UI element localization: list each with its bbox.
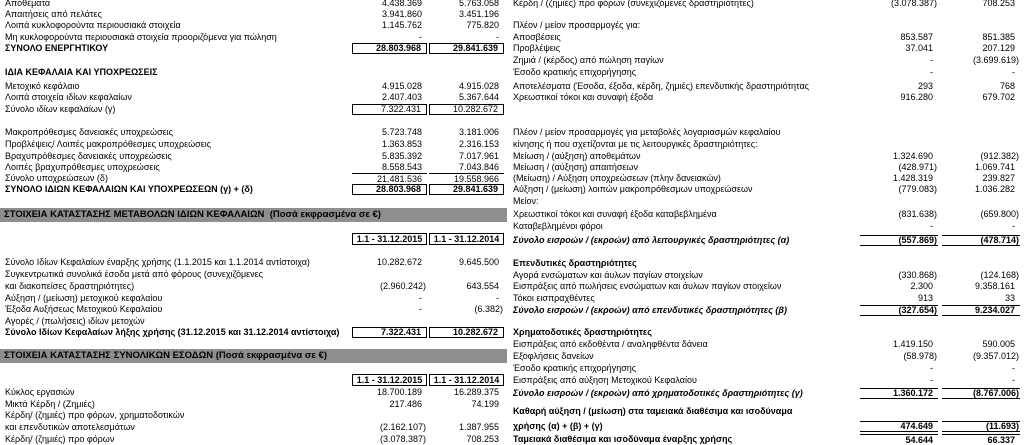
row-label: Αποσβέσεις [513,32,561,42]
statement-row [508,184,1024,195]
period-header-prior: 1.1 - 31.12.2014 [429,374,504,386]
statement-row [0,399,508,410]
value-current-year: 1.363.853 [381,139,422,149]
value-prior-year: 4.915.028 [458,81,499,91]
statement-row [0,422,508,433]
value-prior-year: 7.017.961 [458,151,499,161]
statement-row [0,162,508,173]
right-column-cash-flows [508,0,1024,445]
row-label: Σύνολο Ιδίων Κεφαλαίων λήξης χρήσης (31.12.2015 και 31.12.2014 αντίστοιχα) [5,327,340,337]
value-prior-year: (8.767.006) [942,388,1020,399]
value-current-year: (557.869) [860,235,938,246]
value-prior-year: 3.451.196 [458,9,499,19]
value-prior-year: 207.129 [982,43,1015,53]
value-current-year: 293 [917,81,933,91]
value-prior-year: - [1012,67,1015,77]
row-label: Βραχυπρόθεσμες δανειακές υποχρεώσεις [5,151,172,161]
row-label: και επενδυτικών αποτελεσμάτων [5,422,135,432]
statement-row [508,0,1024,9]
value-current-year: (2.162.107) [379,422,426,432]
statement-row [0,316,508,327]
statement-row [508,375,1024,386]
statement-row [508,421,1024,432]
row-label: Εισπράξεις από πωλήσεις ενσώματων και άυλων παγίων στοιχείων [513,281,782,291]
value-prior-year: - [1012,221,1015,231]
value-prior-year: 5.367.644 [458,92,499,102]
statement-row [508,32,1024,43]
statement-row [0,32,508,43]
value-current-year: 1.428.319 [892,173,933,183]
value-prior-year: 239.827 [982,173,1015,183]
row-label: Σύνολο υποχρεώσεων (δ) [5,173,108,183]
row-label: Απαιτήσεις από πελάτες [5,9,102,19]
value-prior-year: (3.699.619) [972,55,1019,65]
statement-row [0,43,508,54]
statement-row [0,269,508,280]
value-prior-year: 643.554 [466,281,499,291]
row-label: (Μείωση) / Αύξηση υποχρεώσεων (πλην δανειακών) [513,173,721,183]
statement-row [508,293,1024,304]
row-label: Σύνολο εισροών / (εκροών) από χρηματοδοτικές δραστηριότητες (γ) [513,388,803,398]
row-label: Πλέον / μείον προσαρμογές για: [513,20,641,30]
value-current-year: 1.324.690 [892,151,933,161]
statement-row [0,184,508,195]
value-prior-year: 33 [1004,293,1015,303]
value-prior-year: (6.382) [474,304,503,314]
statement-row [508,258,1024,269]
statement-row [0,304,508,315]
statement-row [508,305,1024,316]
statement-row [0,434,508,445]
row-label: Εισπράξεις από αύξηση Μετοχικού Κεφαλαίου [513,375,697,385]
row-label: Χρεωστικοί τόκοι και συναφή έξοδα [513,92,654,102]
statement-row [508,388,1024,399]
row-label: Σύνολο Ιδίων Κεφαλαίων έναρξης χρήσης (1.1.2015 και 1.1.2014 αντίστοιχα) [5,257,310,267]
value-prior-year: (11.693) [942,421,1020,432]
row-label: Λοιπά στοιχεία ιδίων κεφαλαίων [5,92,132,102]
value-prior-year: (912.382) [980,151,1019,161]
row-label: Μείον: [513,196,539,206]
row-label: και διακοπείσες δραστηριότητες) [5,281,135,291]
value-prior-year: 9.358.161 [974,281,1015,291]
value-prior-year: (478.714) [942,235,1020,246]
statement-row [0,20,508,31]
row-label: ΣΥΝΟΛΟ ΙΔΙΩΝ ΚΕΦΑΛΑΙΩΝ ΚΑΙ ΥΠΟΧΡΕΩΣΕΩΝ (γ) + (δ) [5,184,253,194]
value-current-year: (330.868) [898,270,937,280]
row-label: Μακροπρόθεσμες δανειακές υποχρεώσεις [5,127,173,137]
value-current-year: 5.723.748 [381,127,422,137]
value-current-year: 37.041 [905,43,933,53]
value-current-year: (58.978) [903,351,937,361]
value-prior-year: (9.357.012) [972,351,1019,361]
row-label: χρήσης (α) + (β) + (γ) [513,421,603,431]
statement-row [508,351,1024,362]
statement-row [508,43,1024,54]
row-label: Αύξηση / (μείωση) μετοχικού κεφαλαίου [5,293,163,303]
value-current-year: 913 [917,293,933,303]
statement-row [0,281,508,292]
value-prior-year: 29.841.639 [429,43,504,54]
row-label: Καθαρή αύξηση / (μείωση) στα ταμειακά διαθέσιμα και ισοδύναμα [513,406,793,416]
value-current-year: 4.915.028 [381,81,422,91]
row-label: Λοιπά κυκλοφορούντα περιουσιακά στοιχεία [5,20,181,30]
statement-row [0,67,508,78]
row-label: Αποθέματα [5,0,51,8]
value-current-year: - [930,375,933,385]
row-label: Έξοδα Αυξήσεως Μετοχικού Κεφαλαίου [5,304,163,314]
row-label: Επενδυτικές δραστηριότητες [513,258,637,268]
value-prior-year: 9.234.027 [942,305,1020,316]
row-label: Κέρδη/ (ζημιές) προ φόρων [5,434,115,444]
statement-row [508,339,1024,350]
row-label: Χρεωστικοί τόκοι και συναφή έξοδα καταβεβλημένα [513,209,717,219]
statement-row [508,151,1024,162]
value-current-year: 10.282.672 [376,257,422,267]
value-prior-year: 708.253 [466,434,499,444]
statement-row [0,173,508,184]
row-label: Μη κυκλοφορούντα περιουσιακά στοιχεία προοριζόμενα για πώληση [5,32,277,42]
row-label: Πλέον / μείον προσαρμογές για μεταβολές λογαριασμών κεφαλαίου [513,127,781,137]
statement-row [0,92,508,103]
statement-row [508,20,1024,31]
value-prior-year: - [1012,363,1015,373]
value-prior-year: 66.337 [942,434,1020,445]
row-label: Αποτελέσματα (Έσοδα, έξοδα, κέρδη, ζημιές) επενδυτικής δραστηριότητας [513,81,809,91]
period-header-current: 1.1 - 31.12.2015 [352,233,427,245]
value-prior-year: 19.558.966 [429,173,504,184]
value-current-year: 28.803.968 [352,43,427,54]
value-current-year: (428.971) [898,162,937,172]
value-current-year: 4.438.369 [381,0,422,8]
statement-row [0,139,508,150]
statement-row [508,67,1024,78]
value-current-year: - [930,221,933,231]
statement-row [0,9,508,20]
value-current-year: 1.145.762 [381,20,422,30]
value-prior-year: 775.820 [466,20,499,30]
value-prior-year: 590.005 [982,339,1015,349]
statement-row [0,81,508,92]
value-current-year: - [419,293,422,303]
row-label: Μείωση / (αύξηση) αποθεμάτων [513,151,641,161]
statement-row [508,406,1024,417]
value-prior-year: 1.387.955 [458,422,499,432]
statement-row [508,196,1024,207]
section-title: ΣΤΟΙΧΕΙΑ ΚΑΤΑΣΤΑΣΗΣ ΣΥΝΟΛΙΚΩΝ ΕΣΟΔΩΝ (Ποσά εκφρασμένα σε €) [4,350,327,361]
value-current-year: 916.280 [900,92,933,102]
row-label: Αγορές / (πωλήσεις) ιδίων μετοχών [5,316,145,326]
statement-row [508,139,1024,150]
value-prior-year: 3.181.006 [458,127,499,137]
row-label: ΙΔΙΑ ΚΕΦΑΛΑΙΑ ΚΑΙ ΥΠΟΧΡΕΩΣΕΙΣ [5,67,158,77]
statement-row [508,281,1024,292]
row-label: Έσοδο κρατικής επιχορήγησης [513,363,637,373]
row-label: Μικτά Κέρδη / (Ζημιές) [5,399,95,409]
statement-row [508,209,1024,220]
period-header-current: 1.1 - 31.12.2015 [352,374,427,386]
row-label: Κέρδη / (ζημιές) προ φόρων (συνεχιζόμενες δραστηριότητες) [513,0,754,8]
statement-row [508,55,1024,66]
statement-row [508,270,1024,281]
row-label: Σύνολο εισροών / (εκροών) από λειτουργικές δραστηριότητες (α) [513,235,790,245]
value-current-year: 3.941.860 [381,9,422,19]
statement-row [0,151,508,162]
row-label: ΣΥΝΟΛΟ ΕΝΕΡΓΗΤΙΚΟΥ [5,43,109,53]
value-prior-year: 9.645.500 [458,257,499,267]
value-prior-year: 29.841.639 [429,184,504,195]
row-label: Χρηματοδοτικές δραστηριότητες [513,327,652,337]
value-prior-year: 7.043.846 [458,162,499,172]
row-label: κίνησης ή που σχετίζονται με τις λειτουργικές δραστηριότητες: [513,139,758,149]
statement-row [508,221,1024,232]
value-current-year: 2.300 [910,281,933,291]
statement-row [508,434,1024,445]
row-label: Συγκεντρωτικά συνολικά έσοδα μετά από φόρους (συνεχιζόμενες [5,269,264,279]
value-current-year: (3.078.387) [890,0,937,8]
value-current-year: 474.649 [860,421,938,432]
row-label: Κέρδη/ (ζημιές) προ φόρων, χρηματοδοτικών [5,410,185,420]
value-prior-year: 10.282.672 [429,104,504,115]
value-prior-year: - [1012,375,1015,385]
value-current-year: (2.960.242) [379,281,426,291]
statement-row [508,162,1024,173]
statement-row [508,127,1024,138]
value-current-year: 217.486 [389,399,422,409]
statement-row [0,0,508,9]
value-current-year: 7.322.431 [352,327,427,338]
row-label: Εξοφλήσεις δανείων [513,351,594,361]
row-label: Εισπράξεις από εκδοθέντα / αναληφθέντα δάνεια [513,339,708,349]
row-label: Καταβεβλημένοι φόροι [513,221,603,231]
statement-row [0,410,508,421]
value-prior-year: (124.168) [980,270,1019,280]
value-current-year: (831.638) [898,209,937,219]
statement-row [0,104,508,115]
row-label: Σύνολο ιδίων κεφαλαίων (γ) [5,104,116,114]
value-prior-year: 5.763.058 [458,0,499,8]
row-label: Τόκοι εισπραχθέντες [513,293,595,303]
value-current-year: 28.803.968 [352,184,427,195]
section-header [0,208,507,222]
value-current-year: - [419,304,422,314]
statement-row [0,327,508,338]
statement-row [508,173,1024,184]
statement-row [508,92,1024,103]
value-prior-year: 851.385 [982,32,1015,42]
row-label: Μείωση / (αύξηση) απαιτήσεων [513,162,638,172]
value-current-year: - [930,67,933,77]
row-label: Προβλέψεις [513,43,561,53]
value-current-year: (779.083) [898,184,937,194]
row-label: Έσοδο κρατικής επιχορήγησης [513,67,637,77]
value-prior-year: (659.800) [980,209,1019,219]
value-prior-year: 1.036.282 [974,184,1015,194]
period-header-prior: 1.1 - 31.12.2014 [429,233,504,245]
statement-row [0,127,508,138]
value-current-year: 1.419.150 [892,339,933,349]
value-prior-year: 10.282.672 [429,327,504,338]
row-label: Σύνολο εισροών / (εκροών) από επενδυτικές δραστηριότητες (β) [513,305,787,315]
row-label: Αγορά ενσώματων και άυλων παγίων στοιχείων [513,270,703,280]
value-current-year: 18.700.189 [376,387,422,397]
statement-row [0,293,508,304]
value-current-year: 54.644 [860,434,938,445]
section-title: ΣΤΟΙΧΕΙΑ ΚΑΤΑΣΤΑΣΗΣ ΜΕΤΑΒΟΛΩΝ ΙΔΙΩΝ ΚΕΦΑΛΑΙΩΝ (Ποσά εκφρασμένα σε €) [4,209,381,220]
value-prior-year: - [496,32,499,42]
value-prior-year: - [496,293,499,303]
row-label: Αύξηση / (μείωση) λοιπών μακροπρόθεσμων υποχρεώσεων [513,184,753,194]
row-label: Ζημιά / (κέρδος) από πώληση παγίων [513,55,664,65]
value-current-year: (327.654) [860,305,938,316]
value-current-year: - [930,363,933,373]
statement-row [508,235,1024,246]
value-current-year: 5.835.392 [381,151,422,161]
value-current-year: - [930,55,933,65]
value-current-year: 2.407.403 [381,92,422,102]
section-header [0,349,507,363]
left-column-statements [0,0,508,445]
value-current-year: 7.322.431 [352,104,427,115]
value-current-year: - [419,32,422,42]
value-prior-year: 74.199 [471,399,499,409]
value-current-year: 1.360.172 [860,388,938,399]
row-label: Μετοχικό κεφάλαιο [5,81,80,91]
value-current-year: 21.481.536 [352,173,427,184]
row-label: Λοιπές βραχυπρόθεσμες υποχρεώσεις [5,162,160,172]
statement-row [508,327,1024,338]
value-prior-year: 2.316.153 [458,139,499,149]
value-current-year: 853.587 [900,32,933,42]
statement-row [508,81,1024,92]
value-current-year: (3.078.387) [379,434,426,444]
statement-row [0,257,508,268]
value-prior-year: 768 [999,81,1015,91]
value-current-year: 8.558.543 [381,162,422,172]
value-prior-year: 1.069.741 [974,162,1015,172]
row-label: Προβλέψεις/ Λοιπές μακροπρόθεσμες υποχρεώσεις [5,139,212,149]
period-header-row [0,374,508,386]
row-label: Κύκλος εργασιών [5,387,75,397]
value-prior-year: 679.702 [982,92,1015,102]
value-prior-year: 708.253 [982,0,1015,8]
row-label: Ταμειακά διαθέσιμα και ισοδύναμα έναρξης χρήσης [513,434,733,444]
value-prior-year: 16.289.375 [453,387,499,397]
statement-row [0,387,508,398]
statement-row [508,363,1024,374]
period-header-row [0,233,508,245]
